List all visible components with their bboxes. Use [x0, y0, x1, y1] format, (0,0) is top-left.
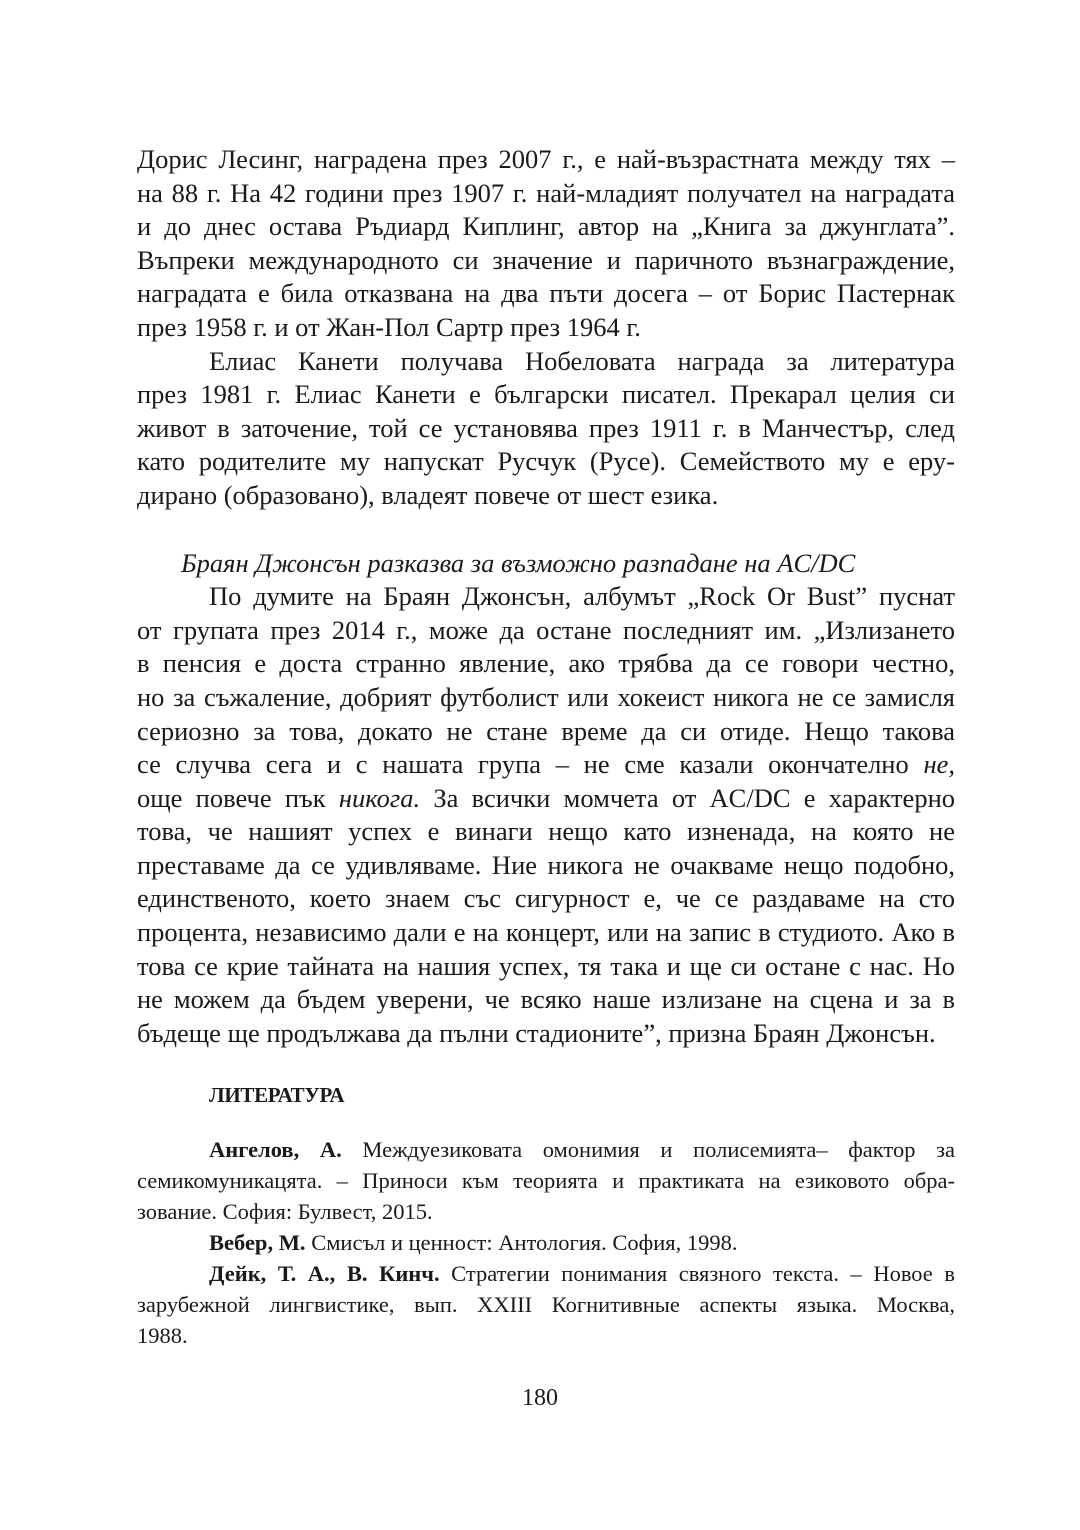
text-line [137, 1258, 955, 1289]
text-line: това, че нашият успех е винаги нещо като изненада, на която не [137, 816, 955, 847]
text-line: през 1958 г. и от Жан-Пол Сартр през 1964 г. [137, 311, 641, 342]
reference-entry [137, 1227, 955, 1258]
text-line: живот в заточение, той се установява през 1911 г. в Манчестър, след [137, 412, 955, 443]
reference-author: Ангелов, А. [209, 1137, 342, 1163]
text-line: дирано (образовано), владеят повече от шест езика. [137, 479, 719, 510]
text-line: процента, независимо дали е на концерт, или на запис в студиото. Ако в [137, 917, 955, 948]
text-line: на 88 г. На 42 години през 1907 г. най-младият получател на наградата [137, 177, 955, 208]
text-line: По думите на Браян Джонсън, албумът „Rock Or Bust” пуснат [209, 581, 955, 612]
text-line [137, 748, 955, 782]
text-line: семикомуникацята. – Приноси към теорията и практиката на езиковото обра- [137, 1168, 955, 1194]
text-line: и до днес остава Ръдиард Киплинг, автор на „Книга за джунглата”. [137, 211, 955, 242]
reference-title: Смисъл и ценност: Антология. София, 1998. [305, 1230, 738, 1256]
text-line: от групата през 2014 г., може да остане последният им. „Излизането [137, 614, 955, 645]
paragraph-acdc [137, 580, 955, 1050]
italic-word: никога. [338, 782, 421, 813]
text-line: сериозно за това, докато не стане време да си отиде. Нещо такова [137, 715, 955, 746]
reference-entry [137, 1258, 955, 1351]
text-line: през 1981 г. Елиас Канети е български писател. Прекарал целия си [137, 379, 955, 410]
text-line: Дорис Лесинг, наградена през 2007 г., е най-възрастната между тях – [137, 144, 955, 174]
text-line: зарубежной лингвистике, вып. XXIII Когнитивные аспекты языка. Москва, [137, 1292, 955, 1318]
reference-entry [137, 1134, 955, 1227]
reference-author: Дейк, Т. А., В. Кинч. [209, 1261, 440, 1287]
reference-title: Междуезиковата омонимия и полисемията– фактор за [341, 1137, 955, 1163]
text-line: бъдеще ще продължава да пълни стадионите”, призна Браян Джонсън. [137, 1017, 936, 1048]
section-subheading: Браян Джонсън разказва за възможно разпадане на AC/DC [181, 547, 856, 578]
text-line [137, 1227, 955, 1258]
text-line: единственото, което знаем със сигурност е, че се раздаваме на сто [137, 883, 955, 914]
text-line: това се крие тайната на нашия успех, тя така и ще си остане с нас. Но [137, 950, 955, 981]
paragraph-canetti [137, 345, 955, 513]
text-segment: още повече пък [137, 782, 339, 813]
text-line: като родителите му напускат Русчук (Русе). Семейството му е еру- [137, 446, 955, 477]
reference-author: Вебер, М. [209, 1230, 306, 1256]
text-line: преставаме да се удивляваме. Ние никога не очакваме нещо подобно, [137, 849, 955, 880]
page-body [137, 143, 955, 1351]
text-line: Елиас Канети получава Нобеловата награда за литература [209, 345, 955, 376]
text-line: не можем да бъдем уверени, че всяко наше излизане на сцена и за в [137, 984, 955, 1015]
italic-word: не, [923, 749, 955, 780]
page-number: 180 [522, 1385, 558, 1411]
reference-title: Стратегии понимания связного текста. – Новое в [439, 1261, 955, 1287]
text-line: зование. София: Булвест, 2015. [137, 1199, 433, 1225]
text-line: 1988. [137, 1323, 188, 1349]
text-line: наградата е била отказвана на два пъти досега – от Борис Пастернак [137, 278, 955, 309]
text-segment: За всички момчета от AC/DC е характерно [420, 782, 955, 813]
text-line: в пенсия е доста странно явление, ако трябва да се говори честно, [137, 648, 955, 679]
text-segment: се случва сега и с нашата група – не сме казали окончателно [137, 749, 924, 780]
text-line [137, 782, 955, 816]
text-line [137, 1134, 955, 1165]
text-line: Въпреки международното си значение и паричното възнаграждение, [137, 244, 955, 275]
text-line: но за съжаление, добрият футболист или хокеист никога не се замисля [137, 681, 955, 712]
paragraph-nobel-ages [137, 143, 955, 345]
literature-heading: ЛИТЕРАТУРА [209, 1083, 345, 1108]
